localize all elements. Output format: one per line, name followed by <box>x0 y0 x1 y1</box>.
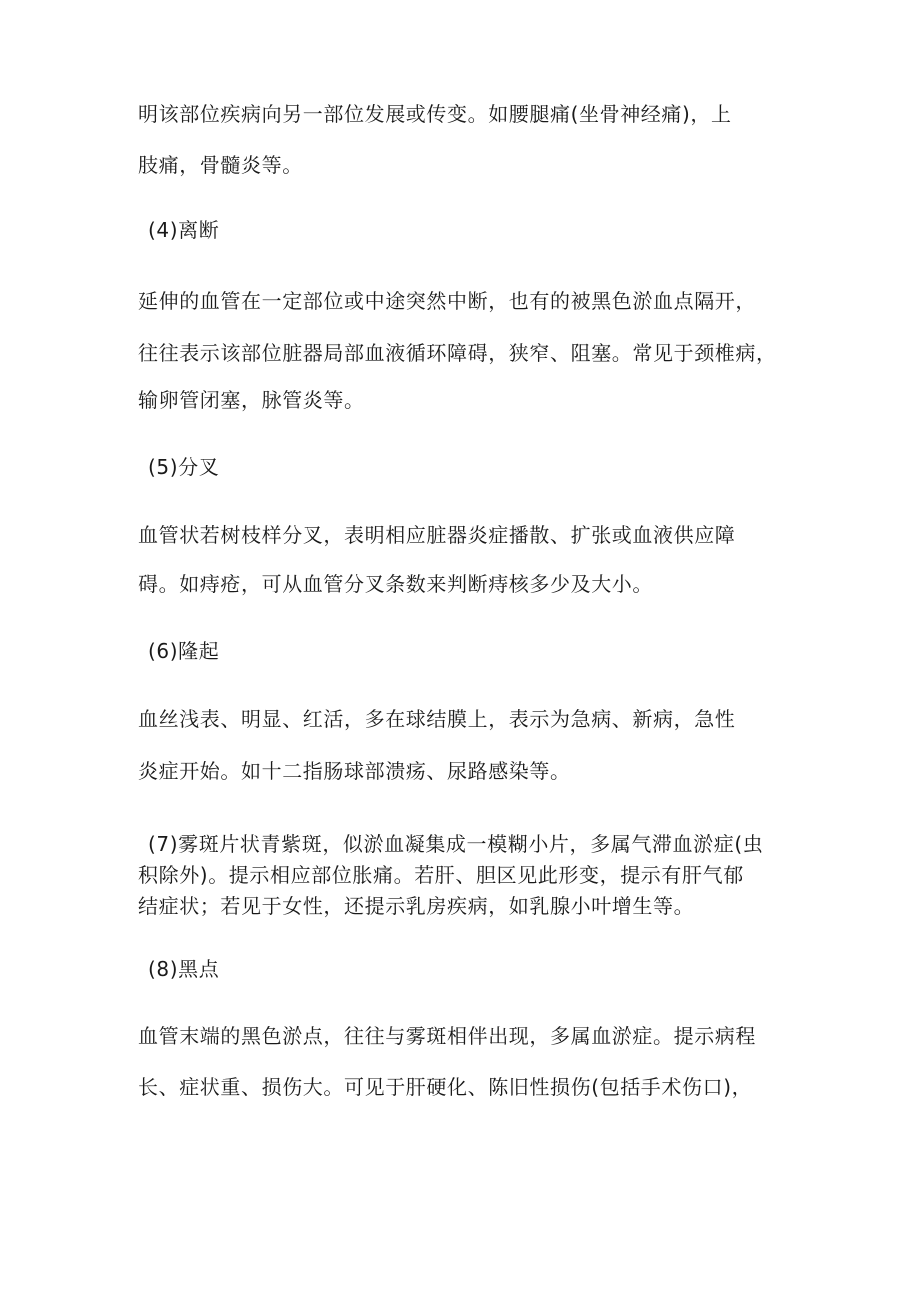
section-heading: (4)离断 <box>148 218 220 242</box>
paragraph-line: 积除外)。提示相应部位胀痛。若肝、胆区见此形变，提示有肝气郁 <box>138 863 744 887</box>
paragraph-line: 炎症开始。如十二指肠球部溃疡、尿路感染等。 <box>138 759 571 783</box>
paragraph-line: 血管末端的黑色淤点，往往与雾斑相伴出现，多属血淤症。提示病程 <box>138 1024 756 1048</box>
paragraph-line: 往往表示该部位脏器局部血液循环障碍，狭窄、阻塞。常见于颈椎病， <box>138 341 777 365</box>
paragraph-line: 结症状；若见于女性，还提示乳房疾病，如乳腺小叶增生等。 <box>138 894 695 918</box>
paragraph-line: 长、症状重、损伤大。可见于肝硬化、陈旧性损伤(包括手术伤口)， <box>138 1075 753 1099</box>
paragraph-line: 血管状若树枝样分叉，表明相应脏器炎症播散、扩张或血液供应障 <box>138 523 736 547</box>
section-heading: (8)黑点 <box>148 957 220 981</box>
paragraph-line: 血丝浅表、明显、红活，多在球结膜上，表示为急病、新病，急性 <box>138 707 736 731</box>
paragraph-line: 延伸的血管在一定部位或中途突然中断，也有的被黑色淤血点隔开， <box>138 289 756 313</box>
paragraph-line: 肢痛，骨髓炎等。 <box>138 153 303 177</box>
paragraph-line: (7)雾斑片状青紫斑，似淤血凝集成一模糊小片，多属气滞血淤症(虫 <box>148 832 764 856</box>
section-heading: (6)隆起 <box>148 639 220 663</box>
section-heading: (5)分叉 <box>148 455 220 479</box>
paragraph-line: 输卵管闭塞，脉管炎等。 <box>138 388 365 412</box>
paragraph-line: 明该部位疾病向另一部位发展或传变。如腰腿痛(坐骨神经痛)，上 <box>138 102 732 126</box>
paragraph-line: 碍。如痔疮，可从血管分叉条数来判断痔核多少及大小。 <box>138 572 653 596</box>
